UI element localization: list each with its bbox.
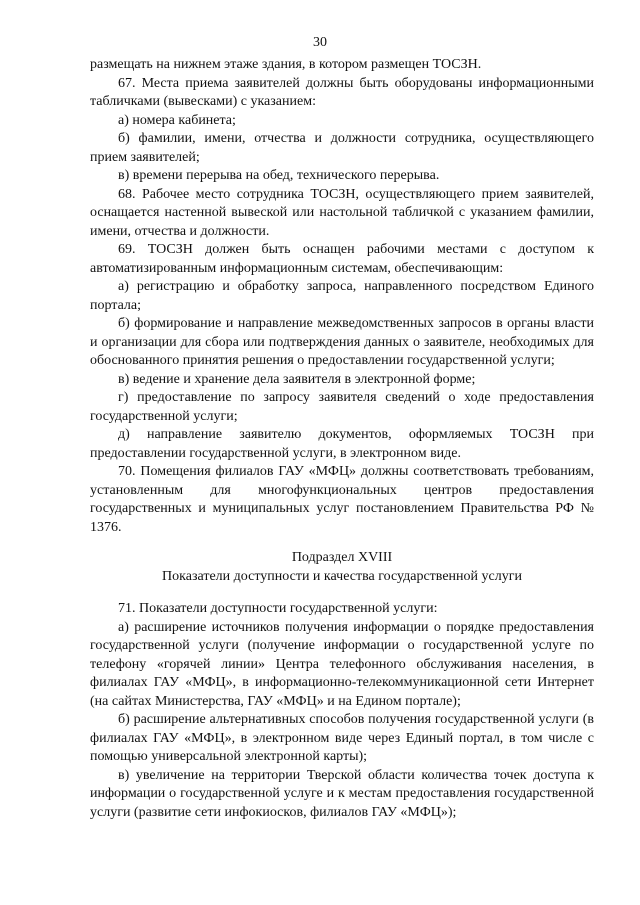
list-item-67b: б) фамилии, имени, отчества и должности сотрудника, осуществляющего прием заявителей; xyxy=(90,131,594,165)
list-item-69c: в) ведение и хранение дела заявителя в электронной форме; xyxy=(118,371,476,387)
paragraph-70: 70. Помещения филиалов ГАУ «МФЦ» должны соответствовать требованиям, установленным для многофункциональных центров предоставления государственных и муниципальных услуг постановлением Правительства РФ № 1376. xyxy=(90,464,594,535)
list-item-69a: а) регистрацию и обработку запроса, направленного посредством Единого портала; xyxy=(90,279,594,313)
list-item-71c: в) увеличение на территории Тверской области количества точек доступа к информации о государственной услуге и к местам предоставления государственной услуги (развитие сети инфокиосков, филиалов ГАУ «МФЦ»); xyxy=(90,767,594,820)
list-item-71b: б) расширение альтернативных способов получения государственной услуги (в филиалах ГАУ «МФЦ», в электронном виде через Единый портал, в том числе с помощью универсальной электронной карты); xyxy=(90,712,594,764)
page-number: 30 xyxy=(313,35,327,50)
list-item-69b: б) формирование и направление межведомственных запросов в органы власти и организации для сбора или подтверждения данных о заявителе, необходимых для обоснованного принятия решения о предоставлении государственной услуги; xyxy=(90,316,594,368)
paragraph-69: 69. ТОСЗН должен быть оснащен рабочими местами с доступом к автоматизированным информационным системам, обеспечивающим: xyxy=(90,242,594,276)
paragraph-71: 71. Показатели доступности государственной услуги: xyxy=(118,601,438,616)
subsection-subtitle: Показатели доступности и качества государственной услуги xyxy=(162,568,522,584)
list-item-69e: д) направление заявителю документов, оформляемых ТОСЗН при предоставлении государственной услуги, в электронном виде. xyxy=(90,427,594,461)
list-item-69d: г) предоставление по запросу заявителя сведений о ходе предоставления государственной услуги; xyxy=(90,390,594,424)
paragraph-68: 68. Рабочее место сотрудника ТОСЗН, осуществляющего прием заявителей, оснащается настенной вывеской или настольной табличкой с указанием фамилии, имени, отчества и должности. xyxy=(90,186,594,239)
document-body xyxy=(90,56,594,822)
list-item-67c: в) времени перерыва на обед, технического перерыва. xyxy=(118,168,440,183)
subsection-title: Подраздел XVIII xyxy=(291,550,393,565)
paragraph-continuation: размещать на нижнем этаже здания, в котором размещен ТОСЗН. xyxy=(90,57,482,72)
paragraph-67: 67. Места приема заявителей должны быть оборудованы информационными табличками (вывесками) с указанием: xyxy=(90,75,594,109)
list-item-71a: а) расширение источников получения информации о порядке предоставления государственной услуги (получение информации о государственной услуге по телефону «горячей линии» Центра телефонного обслуживания населения, в филиалах ГАУ «МФЦ», в информационно-телекоммуникационной сети Интернет (на сайтах Министерства, ГАУ «МФЦ» и на Едином портале); xyxy=(90,619,594,709)
list-item-67a: а) номера кабинета; xyxy=(118,112,236,128)
